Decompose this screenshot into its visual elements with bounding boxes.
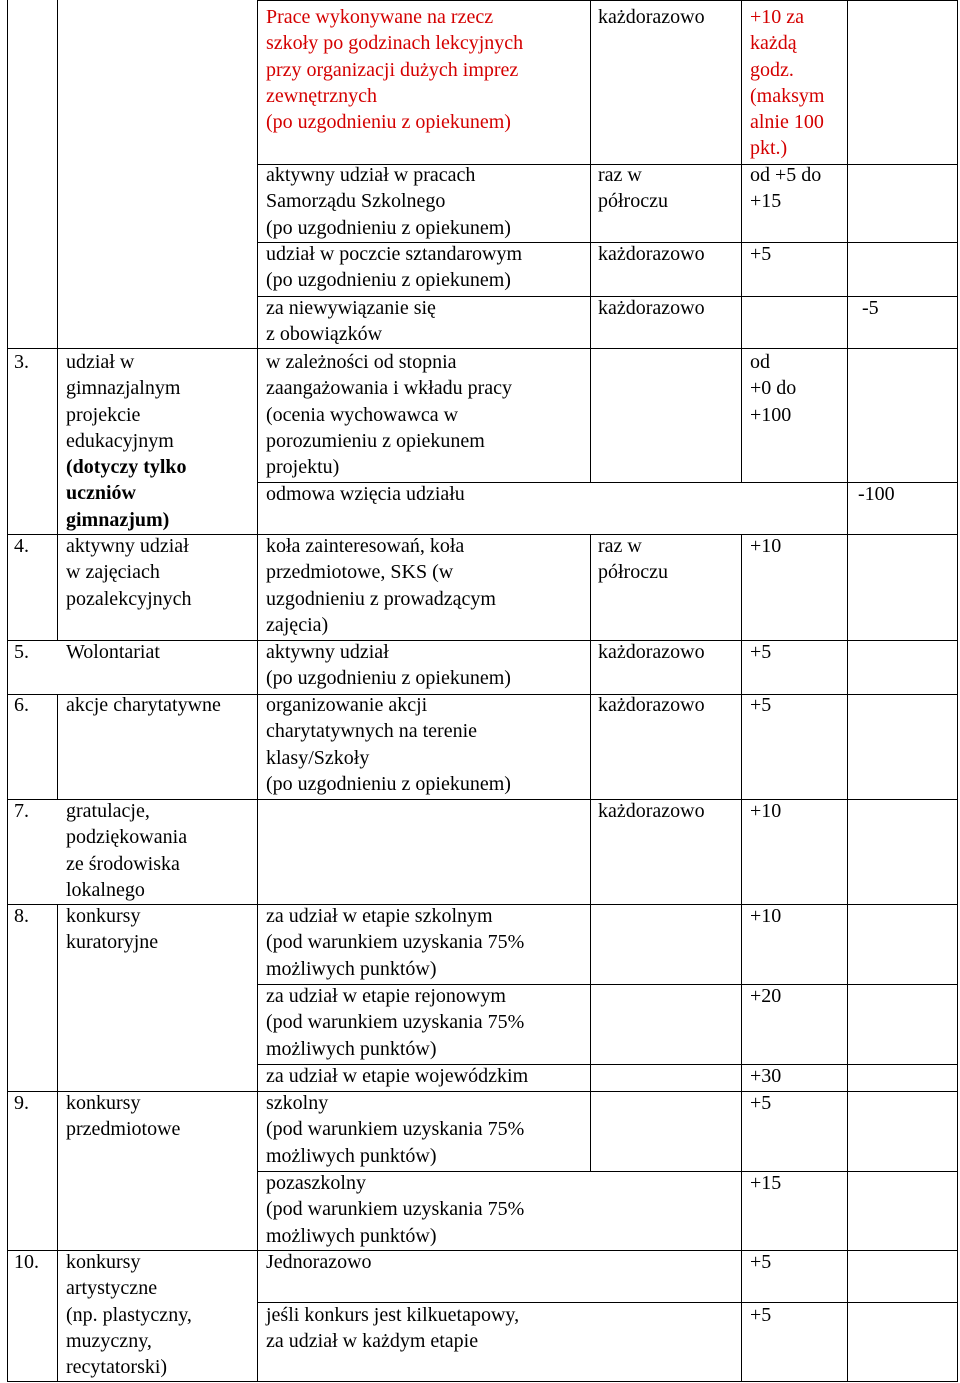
artystyczne-item-points: +5 xyxy=(750,1251,772,1273)
poczet-description: udział w poczcie sztandarowym (po uzgodnieniu z opiekunem) xyxy=(266,243,523,292)
niewywiazanie-frequency: każdorazowo xyxy=(598,297,705,319)
przedmiotowe-item-points: +5 xyxy=(750,1092,772,1114)
charytatywne-category: akcje charytatywne xyxy=(66,694,221,716)
prace-frequency: każdorazowo xyxy=(598,6,705,28)
samorzad-description: aktywny udział w pracach Samorządu Szkolnego (po uzgodnieniu z opiekunem) xyxy=(266,164,511,239)
projekt-description: w zależności od stopnia zaangażowania i wkładu pracy (ocenia wychowawca w porozumieniu z opiekunem projektu) xyxy=(266,351,512,479)
kuratoryjne-item-description: za udział w etapie szkolnym (pod warunkiem uzyskania 75% możliwych punktów) xyxy=(266,905,525,980)
wolontariat-number: 5. xyxy=(14,641,29,663)
samorzad-frequency: raz w półroczu xyxy=(598,164,668,213)
kuratoryjne-item-points: +10 xyxy=(750,905,782,927)
kuratoryjne-item-points: +30 xyxy=(750,1065,782,1087)
gratulacje-number: 7. xyxy=(14,800,29,822)
kuratoryjne-item-description: za udział w etapie wojewódzkim xyxy=(266,1065,529,1087)
prace-description: Prace wykonywane na rzecz szkoły po godzinach lekcyjnych przy organizacji dużych imprez zewnętrznych (po uzgodnieniu z opiekunem) xyxy=(266,6,524,134)
projekt-category: udział w gimnazjalnym projekcie edukacyjnym xyxy=(66,351,181,452)
przedmiotowe-category: konkursy przedmiotowe xyxy=(66,1092,181,1141)
kuratoryjne-number: 8. xyxy=(14,905,29,927)
kuratoryjne-item-points: +20 xyxy=(750,985,782,1007)
wolontariat-points: +5 xyxy=(750,641,772,663)
prace-points: +10 za każdą godz. (maksym alnie 100 pkt.) xyxy=(750,6,825,160)
gratulacje-category: gratulacje, podziękowania ze środowiska lokalnego xyxy=(66,800,188,901)
artystyczne-category: konkursy artystyczne (np. plastyczny, muzyczny, recytatorski) xyxy=(66,1251,192,1379)
poczet-points: +5 xyxy=(750,243,772,265)
wolontariat-description: aktywny udział (po uzgodnieniu z opiekunem) xyxy=(266,641,511,690)
artystyczne-item-points: +5 xyxy=(750,1304,772,1326)
odmowa-description: odmowa wzięcia udziału xyxy=(266,483,465,505)
charytatywne-number: 6. xyxy=(14,694,29,716)
kuratoryjne-item-description: za udział w etapie rejonowym (pod warunkiem uzyskania 75% możliwych punktów) xyxy=(266,985,525,1060)
przedmiotowe-item-description: szkolny (pod warunkiem uzyskania 75% możliwych punktów) xyxy=(266,1092,525,1167)
przedmiotowe-item-description: pozaszkolny (pod warunkiem uzyskania 75% możliwych punktów) xyxy=(266,1172,525,1247)
przedmiotowe-item-points: +15 xyxy=(750,1172,782,1194)
projekt-category-note: (dotyczy tylko uczniów gimnazjum) xyxy=(66,456,187,531)
projekt-number: 3. xyxy=(14,351,29,373)
poczet-frequency: każdorazowo xyxy=(598,243,705,265)
gratulacje-frequency: każdorazowo xyxy=(598,800,705,822)
artystyczne-item-description: jeśli konkurs jest kilkuetapowy, za udział w każdym etapie xyxy=(266,1304,520,1353)
artystyczne-item-description: Jednorazowo xyxy=(266,1251,372,1273)
przedmiotowe-number: 9. xyxy=(14,1092,29,1114)
charytatywne-points: +5 xyxy=(750,694,772,716)
charytatywne-frequency: każdorazowo xyxy=(598,694,705,716)
niewywiazanie-minus: -5 xyxy=(862,297,879,319)
artystyczne-number: 10. xyxy=(14,1251,39,1273)
projekt-points: od +0 do +100 xyxy=(750,351,797,426)
zajecia-number: 4. xyxy=(14,535,29,557)
wolontariat-category: Wolontariat xyxy=(66,641,160,663)
zajecia-category: aktywny udział w zajęciach pozalekcyjnych xyxy=(66,535,192,610)
kuratoryjne-category: konkursy kuratoryjne xyxy=(66,905,159,954)
zajecia-description: koła zainteresowań, koła przedmiotowe, SKS (w uzgodnieniu z prowadzącym zajęcia) xyxy=(266,535,496,636)
charytatywne-description: organizowanie akcji charytatywnych na terenie klasy/Szkoły (po uzgodnieniu z opiekunem) xyxy=(266,694,511,795)
odmowa-minus: -100 xyxy=(858,483,895,505)
niewywiazanie-description: za niewywiązanie się z obowiązków xyxy=(266,297,436,346)
samorzad-points: od +5 do +15 xyxy=(750,164,822,213)
zajecia-points: +10 xyxy=(750,535,782,557)
zajecia-frequency: raz w półroczu xyxy=(598,535,668,584)
gratulacje-points: +10 xyxy=(750,800,782,822)
wolontariat-frequency: każdorazowo xyxy=(598,641,705,663)
